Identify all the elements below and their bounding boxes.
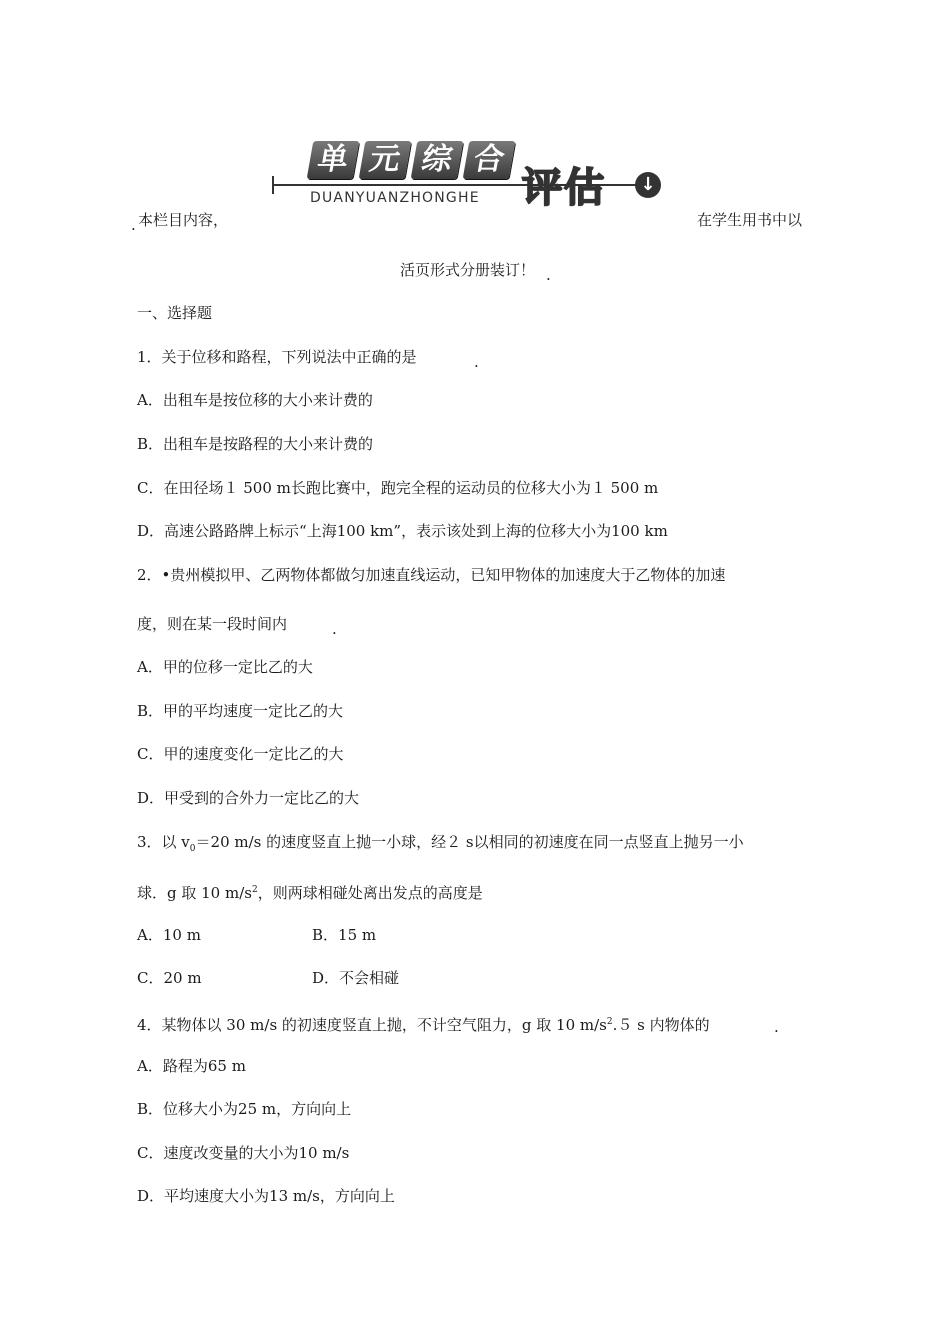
q2-option-a: A．甲的位移一定比乙的大 <box>137 658 313 676</box>
banner-pinyin: DUANYUANZHONGHE <box>310 190 480 206</box>
q4-option-d: D．平均速度大小为13 m/s，方向向上 <box>137 1187 395 1205</box>
q3-option-d: D．不会相碰 <box>312 969 400 987</box>
section-title: 一、选择题 <box>137 304 213 322</box>
decor-dot: . <box>131 216 136 234</box>
q2-option-b: B．甲的平均速度一定比乙的大 <box>137 702 344 720</box>
q1-option-c: C．在田径场１ 500 m长跑比赛中，跑完全程的运动员的位移大小为１ 500 m <box>137 479 659 497</box>
q4-option-b: B．位移大小为25 m，方向向上 <box>137 1100 352 1118</box>
q1-option-b: B．出租车是按路程的大小来计费的 <box>137 435 374 453</box>
banner-title-evaluation: 评估 <box>522 165 606 211</box>
decor-dot: . <box>332 620 337 638</box>
arrow-down-icon: ↓ <box>635 172 661 198</box>
q2-stem-line1: 2．•贵州模拟甲、乙两物体都做匀加速直线运动，已知甲物体的加速度大于乙物体的加速 <box>137 566 726 584</box>
q4-option-c: C．速度改变量的大小为10 m/s <box>137 1144 350 1162</box>
banner-tile-3: 综 <box>411 141 464 179</box>
q3-option-a: A．10 m <box>137 926 201 944</box>
notice-line2: 活页形式分册装订！ <box>400 261 536 279</box>
q1-option-a: A．出租车是按位移的大小来计费的 <box>137 391 373 409</box>
q4-stem: 4．某物体以 30 m/s 的初速度竖直上抛，不计空气阻力，g 取 10 $m/s^2.5$ s 内物体的 <box>137 1016 710 1034</box>
banner-tile-1: 单 <box>307 141 360 179</box>
q1-option-d: D．高速公路路牌上标示“上海100 km”，表示该处到上海的位移大小为100 km <box>137 522 668 540</box>
q2-option-c: C．甲的速度变化一定比乙的大 <box>137 745 344 763</box>
banner-tile-4: 合 <box>463 141 516 179</box>
notice-left: 本栏目内容， <box>138 211 229 229</box>
q3-option-c: C．20 m <box>137 969 202 987</box>
banner-tile-2: 元 <box>359 141 412 179</box>
q3-stem-line2: 球．g 取 10 $m/s^2$，则两球相碰处离出发点的高度是 <box>137 884 483 902</box>
q2-stem-line2: 度，则在某一段时间内 <box>137 615 288 633</box>
q4-option-a: A．路程为65 m <box>137 1057 246 1075</box>
section-banner <box>272 138 672 212</box>
notice-right: 在学生用书中以 <box>697 211 803 229</box>
q3-option-b: B．15 m <box>312 926 377 944</box>
q3-stem-line1: 3．以 $v_0=20$ m/s 的速度竖直上抛一小球，经２ s以相同的初速度在同一点竖直上抛另一小 <box>137 833 744 854</box>
decor-dot: . <box>546 266 551 284</box>
q1-stem: 1．关于位移和路程，下列说法中正确的是 <box>137 348 417 366</box>
decor-dot: . <box>774 1018 779 1036</box>
q2-option-d: D．甲受到的合外力一定比乙的大 <box>137 789 360 807</box>
decor-dot: . <box>474 353 479 371</box>
